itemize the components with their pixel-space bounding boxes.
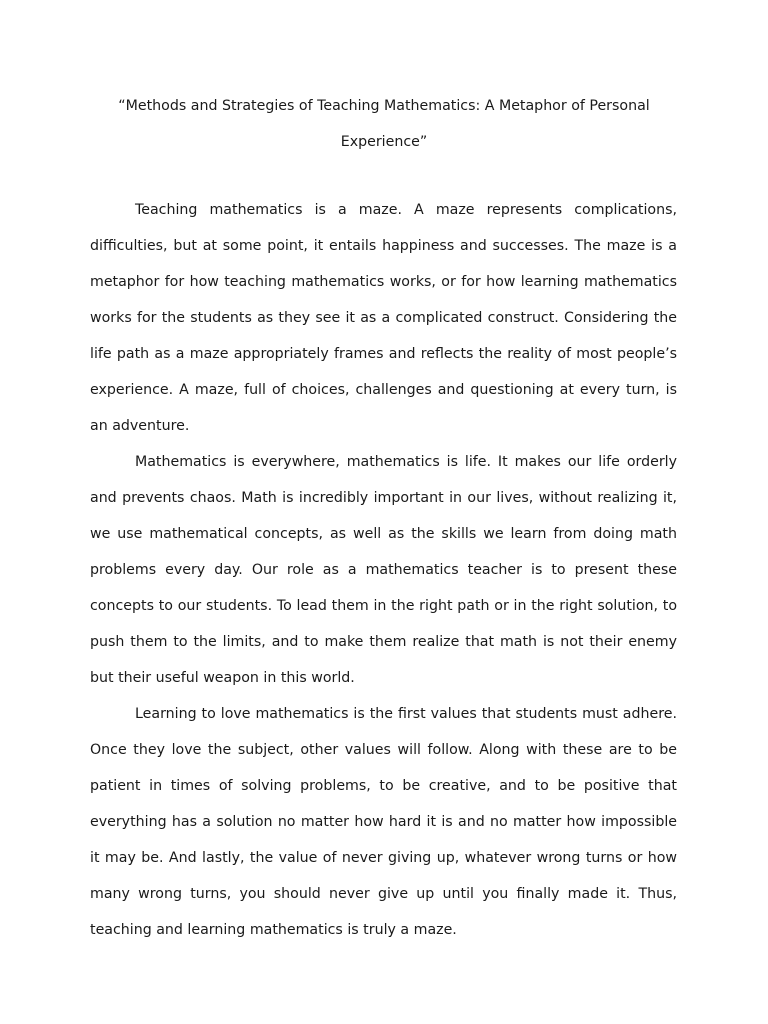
paragraph-2: Mathematics is everywhere, mathematics is life. It makes our life orderly and prevents chaos. Math is incredibly important in our lives, without realizing it, we use mathematical concepts, as well as the skills we learn from doing math problems every day. Our role as a mathematics teacher is to present these concepts to our students. To lead them in the right path or in the right solution, to push them to the limits, and to make them realize that math is not their enemy but their useful weapon in this world. — [90, 454, 677, 686]
document-title: “Methods and Strategies of Teaching Mathematics: A Metaphor of Personal Experience” — [118, 98, 650, 150]
paragraph-1: Teaching mathematics is a maze. A maze represents complications, difficulties, but at some point, it entails happiness and successes. The maze is a metaphor for how teaching mathematics works, or for how learning mathematics works for the students as they see it as a complicated construct. Considering the life path as a maze appropriately frames and reflects the reality of most people’s experience. A maze, full of choices, challenges and questioning at every turn, is an adventure. — [90, 202, 677, 434]
document-body — [90, 192, 677, 948]
paragraph-3: Learning to love mathematics is the first values that students must adhere. Once they love the subject, other values will follow. Along with these are to be patient in times of solving problems, to be creative, and to be positive that everything has a solution no matter how hard it is and no matter how impossible it may be. And lastly, the value of never giving up, whatever wrong turns or how many wrong turns, you should never give up until you finally made it. Thus, teaching and learning mathematics is truly a maze. — [90, 706, 677, 938]
